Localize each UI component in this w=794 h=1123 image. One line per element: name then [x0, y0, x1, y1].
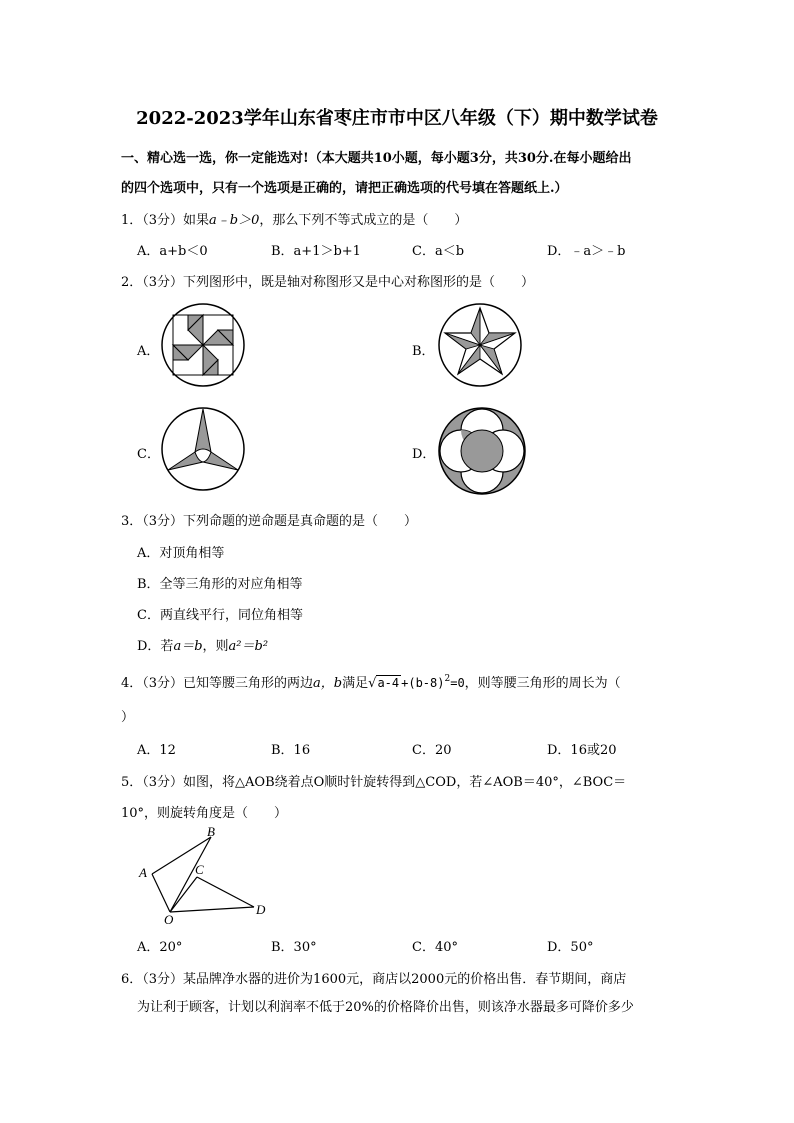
q1-option-b[interactable]: B．a+1＞b+1 — [271, 244, 361, 259]
q1-option-d[interactable]: D．﹣a＞﹣b — [547, 244, 626, 259]
page-title: 2022-2023学年山东省枣庄市市中区八年级（下）期中数学试卷 — [136, 108, 658, 129]
q5-option-b[interactable]: B．30° — [271, 940, 317, 955]
q1-stem-end: ，那么下列不等式成立的是（ ） — [259, 213, 468, 228]
section-instruction-line-2: 的四个选项中，只有一个选项是正确的，请把正确选项的代号填在答题纸上.） — [121, 181, 568, 196]
q4-stem-mid: 满足 — [342, 676, 369, 691]
q3-option-b[interactable]: B．全等三角形的对应角相等 — [137, 577, 303, 592]
question-1-stem — [121, 209, 467, 228]
q5-option-c[interactable]: C．40° — [412, 940, 458, 955]
question-6-stem-line-2: 为让利于顾客，计划以利润率不低于20%的价格降价出售，则该净水器最多可降价多少 — [137, 1000, 634, 1015]
q4-stem-start: 4．（3分）已知等腰三角形的两边 — [121, 676, 314, 691]
label-o: O — [164, 912, 174, 927]
q3-option-c[interactable]: C．两直线平行，同位角相等 — [137, 608, 303, 623]
four-circle-figure[interactable] — [437, 406, 527, 496]
star-figure[interactable] — [437, 302, 523, 388]
q5-option-a[interactable]: A．20° — [137, 940, 183, 955]
question-5-stem-line-1: 5．（3分）如图，将△AOB绕着点O顺时针旋转得到△COD，若∠AOB＝40°，∠BOC＝ — [121, 775, 627, 790]
q4-option-d[interactable]: D．16或20 — [547, 743, 617, 758]
q1-option-a[interactable]: A．a+b＜0 — [137, 244, 208, 259]
section-instruction-line-1: 一、精心选一选，你一定能选对!（本大题共10小题，每小题3分，共30分.在每小题给出 — [121, 151, 632, 166]
q4-stem-close: ） — [121, 710, 135, 725]
q3-option-d-conclusion: a²＝b² — [228, 639, 269, 654]
q4-stem-end: ，则等腰三角形的周长为（ — [464, 676, 621, 691]
rotation-diagram — [136, 825, 270, 925]
question-6-stem-line-1: 6．（3分）某品牌净水器的进价为1600元，商店以2000元的价格出售．春节期间，商店 — [121, 972, 627, 987]
three-blade-figure[interactable] — [160, 406, 246, 492]
q4-square-term: +(b-8) — [401, 676, 445, 690]
q4-exponent: 2 — [444, 674, 451, 684]
label-b: B — [207, 824, 215, 839]
q2-option-a-label[interactable]: A． — [137, 344, 160, 359]
q4-equals-zero: =0 — [450, 676, 465, 690]
sqrt-radical-icon: √ — [368, 676, 377, 691]
q2-option-c-label[interactable]: C． — [137, 447, 160, 462]
q2-option-b-label[interactable]: B． — [412, 344, 435, 359]
question-3-stem: 3．（3分）下列命题的逆命题是真命题的是（ ） — [121, 514, 418, 529]
label-a: A — [139, 865, 147, 880]
q4-option-c[interactable]: C．20 — [412, 743, 452, 758]
q4-radicand: a-4 — [377, 676, 400, 690]
q3-option-d-then: ，则 — [202, 639, 229, 654]
q3-option-d-prefix: D．若 — [137, 639, 174, 654]
q4-option-a[interactable]: A．12 — [137, 743, 176, 758]
label-d: D — [256, 902, 266, 917]
q3-option-a[interactable]: A．对顶角相等 — [137, 546, 225, 561]
question-4-stem — [121, 672, 621, 691]
q5-option-d[interactable]: D．50° — [547, 940, 594, 955]
label-c: C — [195, 862, 204, 877]
question-5-stem-line-2: 10°，则旋转角度是（ ） — [121, 806, 288, 821]
q1-option-c[interactable]: C．a＜b — [412, 244, 465, 259]
q3-option-d-condition: a＝b — [173, 639, 203, 654]
q3-option-d[interactable] — [137, 635, 268, 654]
q1-stem-start: 1．（3分）如果 — [121, 213, 210, 228]
q4-variables: a，b — [313, 676, 343, 691]
question-2-stem: 2．（3分）下列图形中，既是轴对称图形又是中心对称图形的是（ ） — [121, 275, 535, 290]
pinwheel-figure[interactable] — [160, 302, 246, 388]
q2-option-d-label[interactable]: D． — [412, 447, 436, 462]
q4-option-b[interactable]: B．16 — [271, 743, 311, 758]
q1-expression: a﹣b＞0 — [209, 213, 260, 228]
